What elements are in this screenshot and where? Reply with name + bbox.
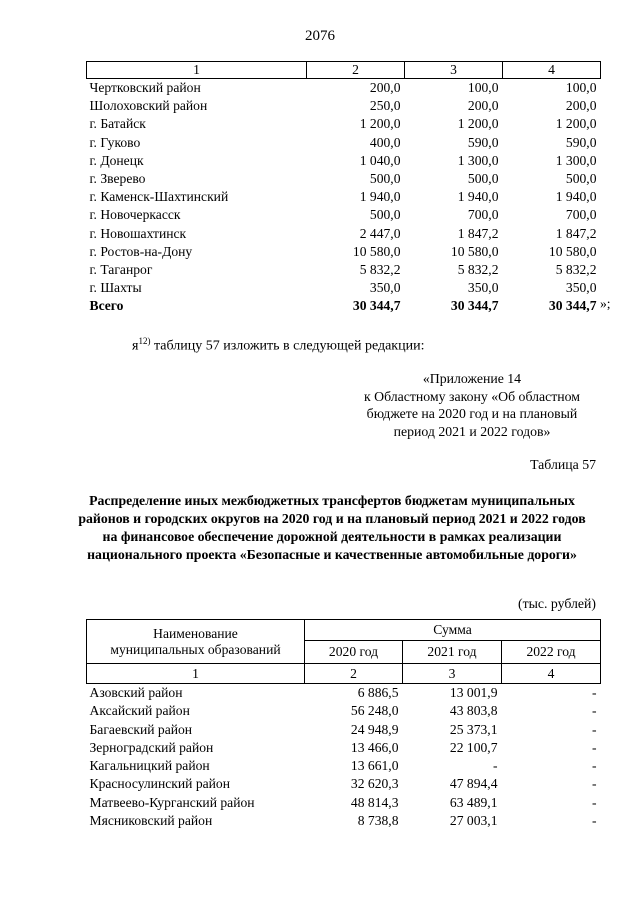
value-cell: 27 003,1 xyxy=(449,813,498,829)
column-number: 1 xyxy=(87,62,307,79)
value-cell: 1 300,0 xyxy=(555,152,597,168)
municipality-name: Шолоховский район xyxy=(89,98,208,114)
value-cell: 100,0 xyxy=(565,80,597,95)
total-value: 30 344,7 xyxy=(352,298,401,314)
table-row xyxy=(87,261,601,279)
paragraph-text: таблицу 57 изложить в следующей редакции: xyxy=(150,338,425,354)
value-cell: 1 847,2 xyxy=(555,225,597,241)
table-row xyxy=(87,188,601,206)
municipality-name: г. Таганрог xyxy=(89,262,153,278)
paragraph-footnote-ref: 12) xyxy=(138,336,151,346)
value-cell: 13 466,0 xyxy=(350,739,399,755)
header-sum-cell: Сумма xyxy=(305,620,601,641)
municipality-name: г. Батайск xyxy=(89,116,146,132)
value-cell: 500,0 xyxy=(369,207,401,223)
municipality-name: г. Новошахтинск xyxy=(89,225,187,241)
value-cell: 10 580,0 xyxy=(548,243,597,259)
table-row xyxy=(87,134,601,152)
municipality-name: Азовский район xyxy=(89,685,183,700)
total-label: Всего xyxy=(89,298,124,314)
table-row xyxy=(87,721,601,739)
value-cell: - xyxy=(592,685,597,700)
municipality-name: Кагальницкий район xyxy=(89,758,210,774)
value-cell: 6 886,5 xyxy=(357,685,399,700)
value-cell: 1 200,0 xyxy=(457,116,499,132)
value-cell: 1 300,0 xyxy=(457,152,499,168)
value-cell: 700,0 xyxy=(467,207,499,223)
value-cell: 100,0 xyxy=(467,80,499,95)
table-total-row xyxy=(87,297,601,315)
value-cell: 350,0 xyxy=(565,280,597,296)
value-cell: 200,0 xyxy=(467,98,499,114)
table-row xyxy=(87,170,601,188)
value-cell: 2 447,0 xyxy=(359,225,401,241)
paragraph-letter: я xyxy=(132,338,139,354)
closing-quote: »; xyxy=(600,296,611,311)
municipality-name: г. Новочеркасск xyxy=(89,207,181,223)
value-cell: 5 832,2 xyxy=(457,262,499,278)
table-continuation xyxy=(86,61,601,316)
header-year: 2022 год xyxy=(502,641,601,664)
value-cell: 200,0 xyxy=(369,80,401,95)
table-row xyxy=(87,702,601,720)
value-cell: 1 040,0 xyxy=(359,152,401,168)
value-cell: 400,0 xyxy=(369,134,401,150)
column-number: 4 xyxy=(503,62,601,79)
municipality-name: г. Гуково xyxy=(89,134,141,150)
table-row xyxy=(87,739,601,757)
value-cell: 8 738,8 xyxy=(357,813,399,829)
value-cell: - xyxy=(592,703,597,719)
municipality-name: Аксайский район xyxy=(89,703,190,719)
table-row xyxy=(87,243,601,261)
municipality-name: Чертковский район xyxy=(89,80,201,95)
value-cell: 63 489,1 xyxy=(449,794,498,810)
value-cell: - xyxy=(592,739,597,755)
municipality-name: Мясниковский район xyxy=(89,813,213,829)
page-number: 2076 xyxy=(305,28,335,44)
table-title: Распределение иных межбюджетных трансфертов бюджетам муниципальных районов и городских округов на 2020 год и на плановый период 2021 и 2022 годов на финансовое обеспечение дорожной деятельности в рамках реализации национального проекта «Безопасные и качественные автомобильные дороги» xyxy=(78,493,586,562)
table-label: Таблица 57 xyxy=(530,457,596,472)
value-cell: 43 803,8 xyxy=(449,703,498,719)
appendix-heading xyxy=(330,370,614,440)
header-name-line: Наименование xyxy=(153,625,238,641)
table-row xyxy=(87,97,601,115)
value-cell: 250,0 xyxy=(369,98,401,114)
table-row xyxy=(87,794,601,812)
value-cell: 200,0 xyxy=(565,98,597,114)
value-cell: 13 001,9 xyxy=(449,685,498,700)
column-number: 1 xyxy=(87,664,305,684)
value-cell: 350,0 xyxy=(369,280,401,296)
value-cell: 10 580,0 xyxy=(450,243,499,259)
value-cell: 5 832,2 xyxy=(359,262,401,278)
value-cell: 590,0 xyxy=(467,134,499,150)
appendix-line: «Приложение 14 xyxy=(422,371,522,386)
municipality-name: г. Каменск-Шахтинский xyxy=(89,189,229,205)
table-row xyxy=(87,812,601,830)
value-cell: - xyxy=(492,758,498,774)
column-number: 2 xyxy=(307,62,405,79)
table-row xyxy=(87,684,601,703)
total-value: 30 344,7 xyxy=(450,298,499,314)
value-cell: - xyxy=(592,794,597,810)
value-cell: 1 940,0 xyxy=(457,189,499,205)
header-name-line: муниципальных образований xyxy=(110,641,281,657)
value-cell: 10 580,0 xyxy=(352,243,401,259)
value-cell: 32 620,3 xyxy=(350,776,399,792)
table-row xyxy=(87,206,601,224)
value-cell: 700,0 xyxy=(565,207,597,223)
value-cell: 1 200,0 xyxy=(359,116,401,132)
column-number: 3 xyxy=(405,62,503,79)
value-cell: 500,0 xyxy=(467,171,499,187)
value-cell: 500,0 xyxy=(369,171,401,187)
value-cell: - xyxy=(592,776,597,792)
column-number: 3 xyxy=(403,664,502,684)
table-row xyxy=(87,115,601,133)
value-cell: 350,0 xyxy=(467,280,499,296)
municipality-name: Красносулинский район xyxy=(89,776,230,792)
total-value: 30 344,7 xyxy=(548,298,597,314)
value-cell: 1 940,0 xyxy=(359,189,401,205)
appendix-line: бюджете на 2020 год и на плановый xyxy=(366,406,578,421)
value-cell: 25 373,1 xyxy=(449,721,498,737)
table-row xyxy=(87,775,601,793)
table-header-row xyxy=(87,620,601,641)
value-cell: - xyxy=(592,758,597,774)
value-cell: 1 940,0 xyxy=(555,189,597,205)
value-cell: 13 661,0 xyxy=(350,758,399,774)
appendix-line: к Областному закону «Об областном xyxy=(363,388,581,404)
value-cell: 48 814,3 xyxy=(350,794,399,810)
value-cell: - xyxy=(592,721,597,737)
table-row xyxy=(87,757,601,775)
header-year: 2020 год xyxy=(305,641,403,664)
municipality-name: Багаевский район xyxy=(89,721,193,737)
table-header-row xyxy=(87,62,601,79)
column-number: 2 xyxy=(305,664,403,684)
appendix-line: период 2021 и 2022 годов» xyxy=(393,423,551,439)
value-cell: 590,0 xyxy=(565,134,597,150)
value-cell: 1 200,0 xyxy=(555,116,597,132)
municipality-name: Зерноградский район xyxy=(89,739,214,755)
value-cell: 47 894,4 xyxy=(449,776,498,792)
value-cell: - xyxy=(592,813,597,829)
table-row xyxy=(87,79,601,98)
table-column-number-row xyxy=(87,664,601,684)
value-cell: 56 248,0 xyxy=(350,703,399,719)
municipality-name: г. Зверево xyxy=(89,171,146,187)
value-cell: 1 847,2 xyxy=(457,225,499,241)
value-cell: 5 832,2 xyxy=(555,262,597,278)
value-cell: 22 100,7 xyxy=(449,739,498,755)
municipality-name: г. Донецк xyxy=(89,152,144,168)
value-cell: 24 948,9 xyxy=(350,721,399,737)
municipality-name: г. Ростов-на-Дону xyxy=(89,243,193,259)
municipality-name: Матвеево-Курганский район xyxy=(89,794,255,810)
units-label: (тыс. рублей) xyxy=(517,596,596,611)
column-number: 4 xyxy=(502,664,601,684)
amendment-paragraph xyxy=(132,336,424,355)
municipality-name: г. Шахты xyxy=(89,280,142,296)
table-row xyxy=(87,279,601,297)
table-row xyxy=(87,152,601,170)
distribution-table xyxy=(86,619,601,830)
header-year: 2021 год xyxy=(403,641,502,664)
header-name-cell xyxy=(87,620,305,664)
value-cell: 500,0 xyxy=(565,171,597,187)
table-row xyxy=(87,225,601,243)
